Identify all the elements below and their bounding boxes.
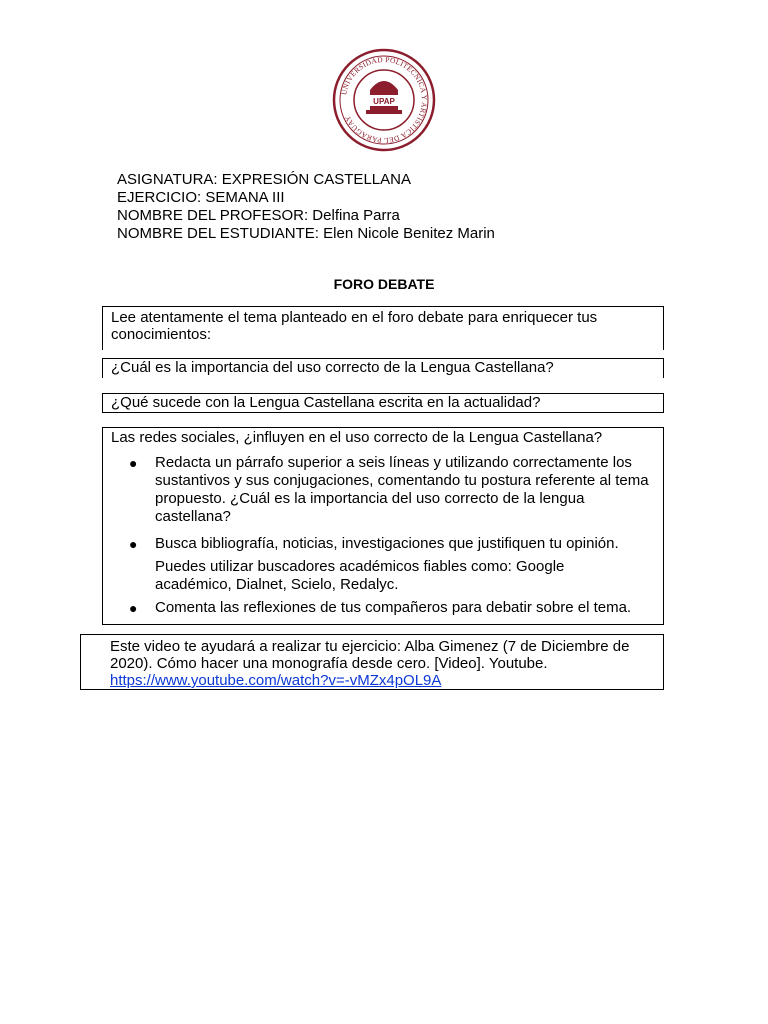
- bullet-3-text: Comenta las reflexiones de tus compañeros para debatir sobre el tema.: [155, 599, 632, 616]
- subject-line: ASIGNATURA: EXPRESIÓN CASTELLANA: [117, 171, 411, 188]
- video-box: [80, 634, 664, 690]
- video-reference: [110, 638, 651, 689]
- header-info: [117, 171, 495, 243]
- bullet-icon: ●: [129, 455, 138, 471]
- intro-text: Lee atentamente el tema planteado en el foro debate para enriquecer tus conocimientos:: [111, 309, 598, 343]
- student-line: NOMBRE DEL ESTUDIANTE: Elen Nicole Benitez Marin: [117, 225, 495, 242]
- intro-box: [102, 306, 664, 350]
- bullet-1-text: Redacta un párrafo superior a seis líneas y utilizando correctamente los sustantivos y sus conjugaciones, comentando tu postura referente al tema propuesto. ¿Cuál es la importancia del uso correcto de la lengua castellana?: [155, 454, 649, 525]
- logo-ring-text: UNIVERSIDAD POLITÉCNICA Y ARTÍSTICA DEL PARAGUAY: [339, 54, 430, 146]
- university-logo: [330, 46, 438, 154]
- bullet-2-text: Busca bibliografía, noticias, investigaciones que justifiquen tu opinión.: [155, 535, 619, 552]
- teacher-line: NOMBRE DEL PROFESOR: Delfina Parra: [117, 207, 400, 224]
- question-box-3: [102, 427, 664, 625]
- document-title: FORO DEBATE: [333, 276, 435, 292]
- question-box-2: [102, 393, 664, 413]
- question-box-1: [102, 358, 664, 378]
- question-3-text: Las redes sociales, ¿influyen en el uso correcto de la Lengua Castellana?: [111, 429, 603, 446]
- youtube-link[interactable]: https://www.youtube.com/watch?v=-vMZx4pOL9A: [110, 672, 442, 689]
- question-2-text: ¿Qué sucede con la Lengua Castellana escrita en la actualidad?: [111, 394, 541, 411]
- bullet-icon: ●: [129, 536, 138, 552]
- video-text: Este video te ayudará a realizar tu ejercicio: Alba Gimenez (7 de Diciembre de 2020). Cómo hacer una monografía desde cero. [Video]. Youtube.: [110, 638, 630, 672]
- logo-base: [366, 110, 402, 114]
- bullet-icon: ●: [129, 600, 138, 616]
- exercise-line: EJERCICIO: SEMANA III: [117, 189, 285, 206]
- logo-center-text: UPAP: [373, 97, 395, 106]
- question-1-text: ¿Cuál es la importancia del uso correcto de la Lengua Castellana?: [111, 359, 554, 376]
- bullet-2-extra-text: Puedes utilizar buscadores académicos fiables como: Google académico, Dialnet, Scielo, Redalyc.: [155, 558, 565, 593]
